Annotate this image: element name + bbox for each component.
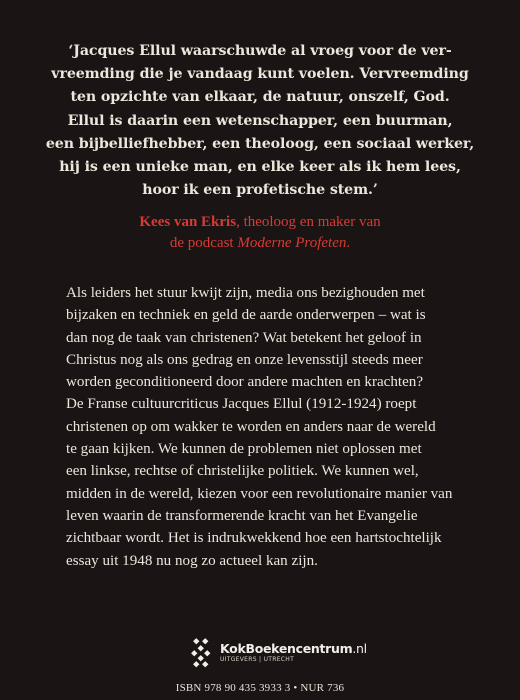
publisher-wordmark: [220, 642, 367, 664]
blurb-line: Als leiders het stuur kwijt zijn, media ons bezighouden met: [66, 285, 425, 301]
quote-line: ten opzichte van elkaar, de natuur, onszelf, God.: [70, 89, 450, 106]
isbn-line: ISBN 978 90 435 3933 3 • NUR 736: [175, 682, 345, 694]
quote-line: hij is een unieke man, en elke keer als ik hem lees,: [59, 159, 461, 176]
attribution-line-2: [40, 233, 480, 254]
blurb-line: te gaan kijken. We kunnen de problemen niet oplossen met: [66, 441, 422, 458]
attribution-podcast-prefix: de podcast: [169, 235, 238, 251]
blurb-line: Christus nog als ons gedrag en onze levensstijl steeds meer: [66, 351, 423, 368]
blurb-text: [66, 282, 486, 572]
quote-line: vreemding die je vandaag kunt voelen. Vervreemding: [51, 66, 469, 83]
blurb-line: bijzaken en techniek en geld de aarde onderwerpen – wat is: [66, 307, 426, 324]
blurb-line: zichtbaar wordt. Het is indrukwekkend hoe een hartstochtelijk: [66, 530, 442, 547]
quote-line: een bijbelliefhebber, een theoloog, een sociaal werker,: [45, 135, 475, 152]
blurb-line: essay uit 1948 nu nog zo actueel kan zijn.: [66, 552, 318, 569]
publisher-subtitle: UITGEVERS | UTRECHT: [220, 656, 295, 663]
publisher-logo: [190, 636, 367, 670]
quote-line: ‘Jacques Ellul waarschuwde al vroeg voor de ver-: [68, 43, 452, 59]
blurb-line: een linkse, rechtse of christelijke politiek. We kunnen wel,: [66, 463, 419, 480]
quote-attribution: [40, 212, 480, 254]
blurb-line: leven waarin de transformerende kracht van het Evangelie: [66, 507, 418, 524]
quote-line: Ellul is daarin een wetenschapper, een buurman,: [67, 112, 453, 129]
attribution-podcast-title: Moderne Profeten: [237, 235, 347, 251]
attribution-role: , theoloog en maker van: [236, 214, 381, 230]
publisher-logo-mark-icon: [190, 637, 214, 669]
blurb-line: dan nog de taak van christenen? Wat betekent het geloof in: [66, 329, 422, 346]
blurb-line: De Franse cultuurcriticus Jacques Ellul (1912-1924) roept: [66, 396, 417, 413]
publisher-name: [220, 642, 367, 656]
attribution-name: Kees van Ekris: [139, 214, 237, 230]
quote-line: hoor ik een profetische stem.’: [142, 182, 378, 199]
blurb-line: worden geconditioneerd door andere machten en krachten?: [66, 374, 424, 391]
attribution-podcast-suffix: .: [346, 235, 351, 251]
back-cover-quote: [40, 40, 480, 202]
publisher-name-bold: KokBoekencentrum: [220, 641, 353, 656]
blurb-line: midden in de wereld, kiezen voor een revolutionaire manier van: [66, 485, 453, 502]
attribution-line-1: [40, 212, 480, 233]
blurb-line: christenen op om wakker te worden en anders naar de wereld: [66, 418, 436, 435]
publisher-name-domain: .nl: [352, 641, 367, 656]
